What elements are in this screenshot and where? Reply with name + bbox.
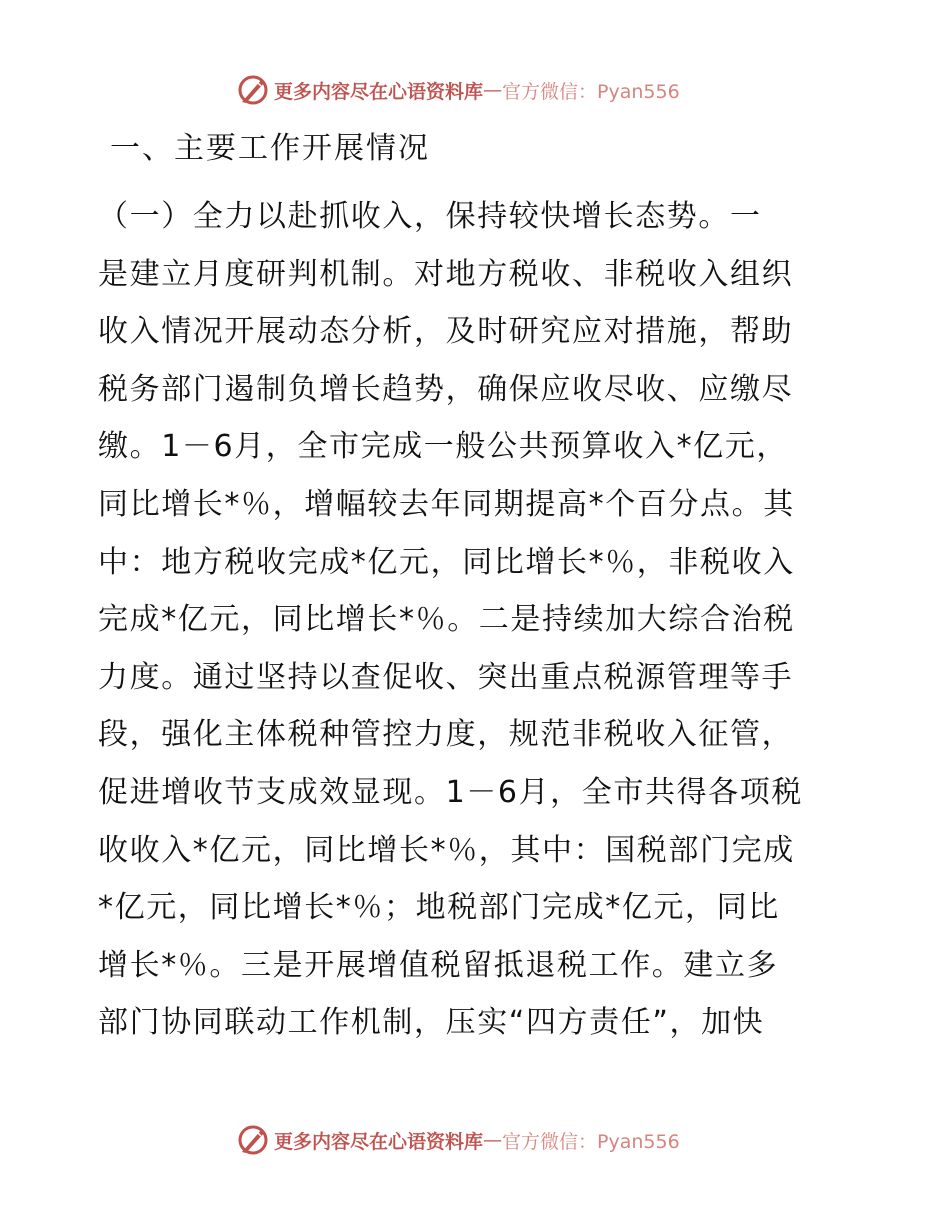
- banner-wechat-id: 官方微信：Pyan556: [502, 1130, 680, 1153]
- banner-wechat-id: 官方微信：Pyan556: [502, 80, 680, 103]
- paragraph-line: 增长*％。三是开展增值税留抵退税工作。建立多: [98, 947, 779, 983]
- paragraph-line: 完成*亿元，同比增长*％。二是持续加大综合治税: [98, 602, 795, 638]
- paragraph-line: 缴。1－6月，全市完成一般公共预算收入*亿元，: [98, 429, 788, 465]
- paragraph-line: （一）全力以赴抓收入，保持较快增长态势。一: [98, 199, 762, 234]
- body-paragraph: [98, 188, 850, 1052]
- paragraph-line: 部门协同联动工作机制，压实“四方责任”，加快: [98, 1005, 765, 1041]
- paragraph-line: 收入情况开展动态分析，及时研究应对措施，帮助: [98, 314, 794, 350]
- paragraph-line: 同比增长*％，增幅较去年同期提高*个百分点。其: [98, 486, 795, 522]
- banner-dash: —: [483, 1129, 503, 1151]
- section-heading: 一、主要工作开展情况: [110, 131, 430, 166]
- banner-dash: —: [483, 79, 503, 101]
- paragraph-line: 收收入*亿元，同比增长*％，其中：国税部门完成: [98, 832, 795, 868]
- paragraph-line: 力度。通过坚持以查促收、突出重点税源管理等手: [98, 659, 794, 695]
- quill-logo-icon: [236, 1123, 270, 1157]
- paragraph-line: 促进增收节支成效显现。1－6月，全市共得各项税: [98, 774, 803, 810]
- paragraph-line: 是建立月度研判机制。对地方税收、非税收入组织: [98, 256, 794, 292]
- quill-logo-icon: [236, 73, 270, 107]
- paragraph-line: 段，强化主体税种管控力度，规范非税收入征管，: [98, 717, 794, 753]
- header-watermark-banner: [236, 70, 680, 110]
- paragraph-line: 中：地方税收完成*亿元，同比增长*％，非税收入: [98, 544, 795, 580]
- banner-text: 更多内容尽在心语资料库: [274, 80, 484, 103]
- paragraph-line: 税务部门遏制负增长趋势，确保应收尽收、应缴尽: [98, 371, 794, 407]
- footer-watermark-banner: [236, 1120, 680, 1160]
- paragraph-line: *亿元，同比增长*％；地税部门完成*亿元，同比: [98, 890, 780, 926]
- banner-text: 更多内容尽在心语资料库: [274, 1130, 484, 1153]
